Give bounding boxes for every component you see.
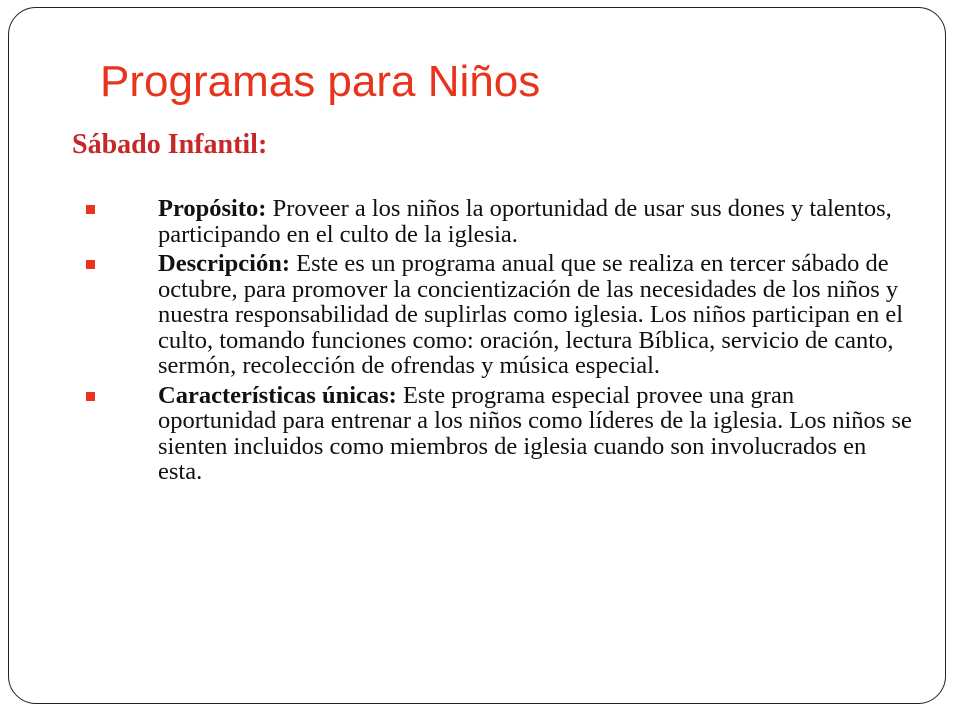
bullet-text: Este programa especial provee una gran oportunidad para entrenar a los niños como líderes de la iglesia. Los niños se sienten incluidos como miembros de iglesia cuando son involucrados en esta. — [158, 381, 912, 485]
bullet-text: Este es un programa anual que se realiza en tercer sábado de octubre, para promover la concientización de las necesidades de los niños y nuestra responsabilidad de suplirlas como iglesia. Los niños participan en el culto, tomando funciones como: oración, lectura Bíblica, servicio de canto, sermón, recolección de ofrendas y música especial. — [158, 250, 904, 379]
square-bullet-icon — [86, 392, 95, 401]
bullet-list — [72, 196, 912, 489]
square-bullet-icon — [86, 205, 95, 214]
bullet-text: Proveer a los niños la oportunidad de usar sus dones y talentos, participando en el culto de la iglesia. — [158, 195, 892, 248]
slide-title: Programas para Niños — [100, 57, 541, 106]
bullet-item-caracteristicas — [72, 383, 912, 485]
bullet-item-proposito — [72, 196, 912, 247]
slide-subtitle: Sábado Infantil: — [72, 129, 268, 160]
bullet-term: Características únicas: — [158, 381, 397, 409]
bullet-term: Propósito: — [158, 195, 267, 222]
square-bullet-icon — [86, 260, 95, 269]
bullet-item-descripcion — [72, 251, 912, 379]
bullet-term: Descripción: — [158, 250, 290, 277]
